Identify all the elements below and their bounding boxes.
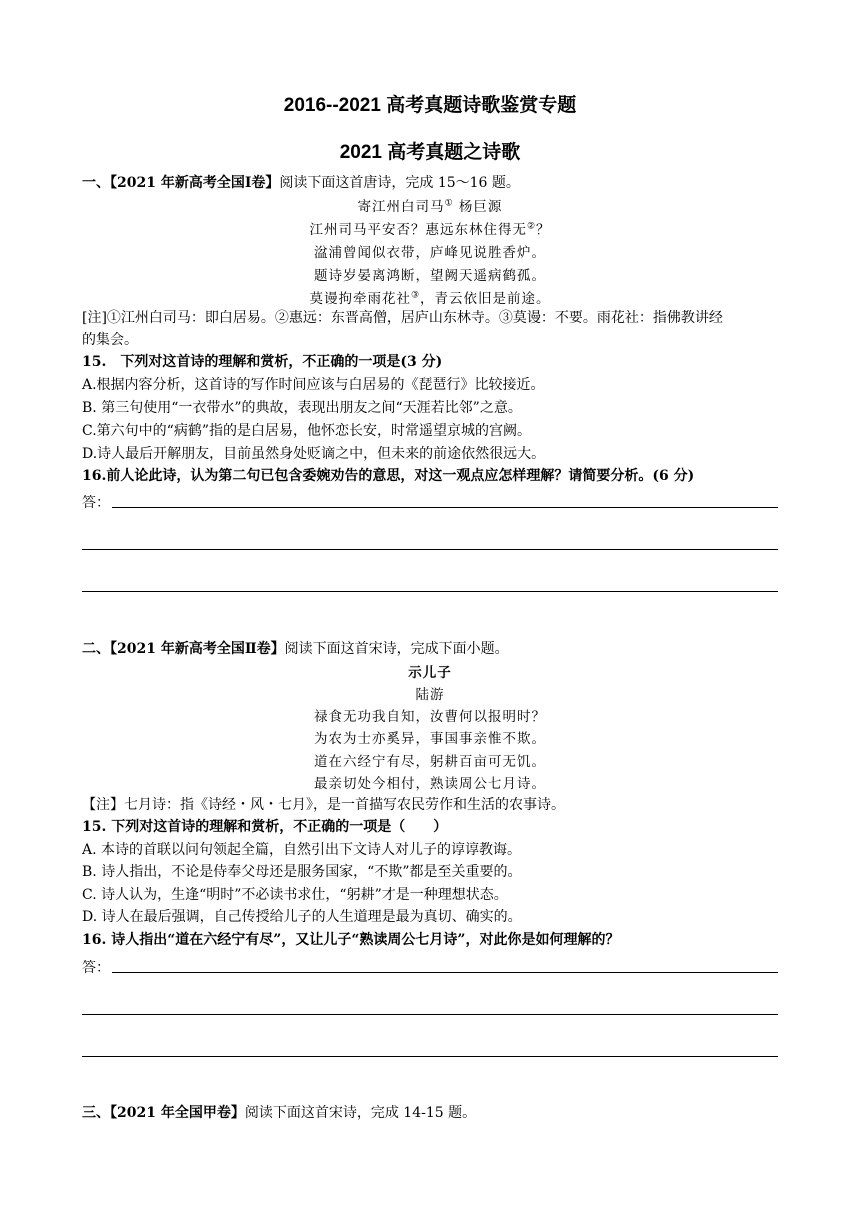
poem-line-1-end: ？ [536,222,551,238]
section1-poem-title [0,195,860,215]
section2-option-c: C. 诗人认为，生逢“明时”不必读书求仕，“躬耕”才是一种理想状态。 [82,887,508,903]
poem-title-footnote-mark: ① [444,198,454,209]
poem-line [0,287,860,307]
section2-poem-line-4: 最亲切处今相付，熟读周公七月诗。 [314,776,546,792]
section1-question16: 16.前人论此诗，认为第二句已包含委婉劝告的意思，对这一观点应怎样理解？请简要分析。(6 分) [82,468,695,484]
section3-heading [82,1102,476,1122]
section2-question15: 15. 下列对这首诗的理解和赏析，不正确的一项是（ ） [82,819,448,835]
section1-option-b: B. 第三句使用“一衣带水”的典故，表现出朋友之间“天涯若比邻”之意。 [82,400,522,416]
section2-poem-line-2: 为农为士亦奚异，事国事亲惟不欺。 [314,731,546,747]
section2-instruction: 阅读下面这首宋诗，完成下面小题。 [284,641,509,657]
footnote-mark: ② [526,221,537,232]
section1-option-a: A.根据内容分析，这首诗的写作时间应该与白居易的《琵琶行》比较接近。 [82,377,545,393]
section2-prefix: 二、 [82,641,110,657]
section1-note-line1: [注]①江州白司马：即白居易。②惠远：东晋高僧，居庐山东林寺。③莫谩：不要。雨花社：指佛教讲经 [82,310,723,326]
section2-poem-author: 陆游 [415,687,445,703]
section1-question15: 15. 下列对这首诗的理解和赏析，不正确的一项是(3 分) [82,354,443,370]
section2-option-d: D. 诗人在最后强调，自己传授给儿子的人生道理是最为真切、确实的。 [82,909,522,925]
poem-title: 寄江州白司马 [357,199,445,215]
section3-tag: 【2021 年全国甲卷】 [110,1105,245,1121]
answer-line[interactable] [82,1014,778,1015]
section2-option-b: B. 诗人指出，不论是侍奉父母还是服务国家，“不欺”都是至关重要的。 [82,864,522,880]
document-title: 2016--2021 高考真题诗歌鉴赏专题 [283,95,577,116]
section1-tag: 【2021 年新高考全国Ⅰ卷】 [110,175,280,191]
poem-line [0,218,860,238]
footnote-mark: ③ [410,290,421,301]
poem-author: 杨巨源 [453,199,503,215]
section2-tag: 【2021 年新高考全国Ⅱ卷】 [110,641,285,657]
poem-line-2: 湓浦曾闻似衣带，庐峰见说胜香炉。 [314,245,546,261]
section2-answer-label: 答： [82,960,110,976]
section2-question16: 16. 诗人指出“道在六经宁有尽”，又让儿子“熟读周公七月诗”，对此你是如何理解的？ [82,932,620,948]
section1-heading [82,172,520,192]
poem-line-3: 题诗岁晏离鸿断，望阙天遥病鹤孤。 [314,268,546,284]
section2-poem-line-1: 禄食无功我自知，汝曹何以报明时？ [314,709,546,725]
section3-prefix: 三、 [82,1105,110,1121]
section2-poem-line-3: 道在六经宁有尽，躬耕百亩可无饥。 [314,754,546,770]
section2-poem-title: 示儿子 [408,665,452,680]
poem-line-1: 江州司马平安否？惠远东林住得无 [309,222,527,238]
section1-instruction: 阅读下面这首唐诗，完成 15～16 题。 [279,175,520,191]
poem-line-4-end: ，青云依旧是前途。 [420,291,551,307]
answer-line[interactable] [112,972,778,973]
answer-line[interactable] [82,1056,778,1057]
answer-line[interactable] [112,507,778,508]
section2-option-a: A. 本诗的首联以问句领起全篇，自然引出下文诗人对儿子的谆谆教诲。 [82,842,522,858]
poem-line-4: 莫谩拘牵雨花社 [309,291,411,307]
section1-answer-label: 答： [82,495,110,511]
section2-note: 【注】七月诗：指《诗经・风・七月》，是一首描写农民劳作和生活的农事诗。 [82,797,565,813]
document-subtitle: 2021 高考真题之诗歌 [339,142,521,163]
answer-line[interactable] [82,591,778,592]
section3-instruction: 阅读下面这首宋诗，完成 14-15 题。 [244,1105,477,1121]
section1-prefix: 一、 [82,175,110,191]
answer-line[interactable] [82,549,778,550]
section1-note-line2: 的集会。 [82,332,138,348]
section1-option-c: C.第六句中的“病鹤”指的是白居易，他怀恋长安，时常遥望京城的宫阙。 [82,423,531,439]
section1-option-d: D.诗人最后开解朋友，目前虽然身处贬谪之中，但未来的前途依然很远大。 [82,446,546,462]
section2-heading [82,638,509,658]
